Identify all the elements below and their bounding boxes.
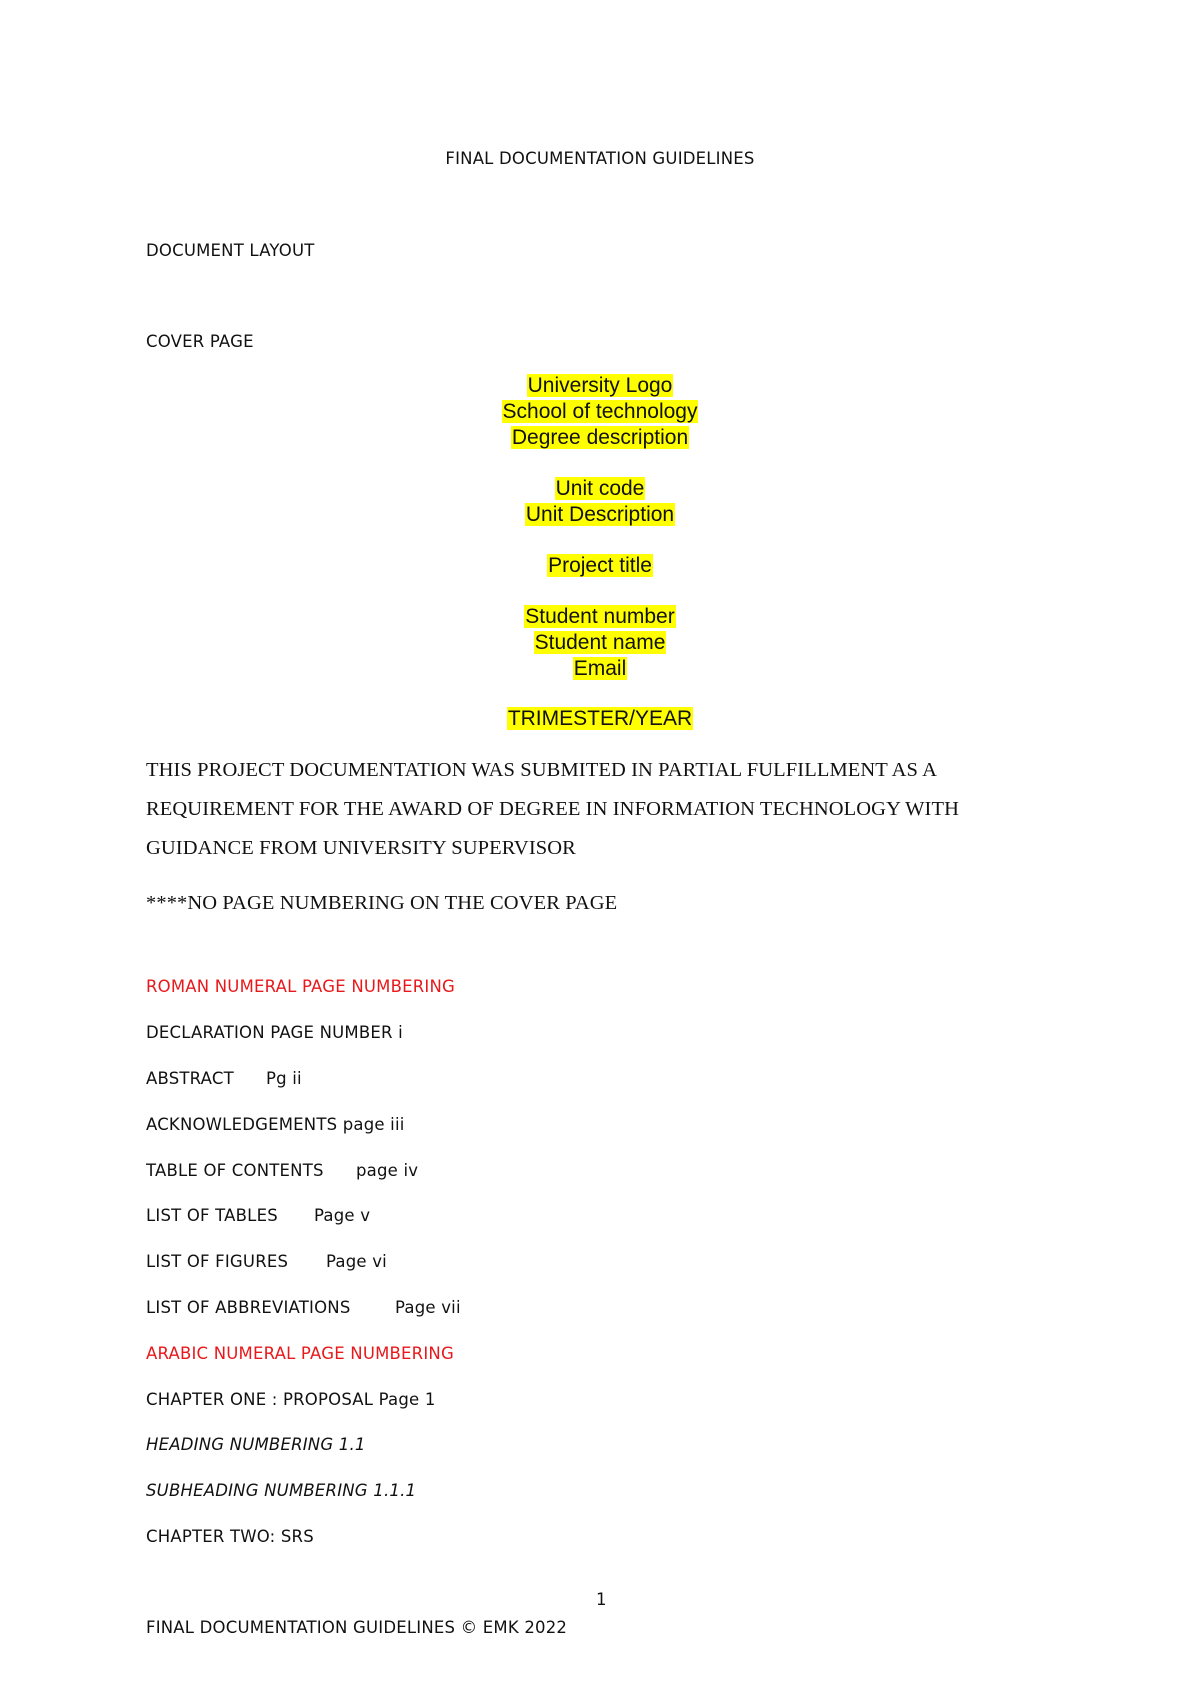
cover-numbering-note: ****NO PAGE NUMBERING ON THE COVER PAGE [146, 892, 618, 914]
roman-numbering-heading: ROMAN NUMERAL PAGE NUMBERING [146, 977, 455, 996]
arabic-numbering-heading: ARABIC NUMERAL PAGE NUMBERING [146, 1344, 454, 1363]
cover-project-title: Project title [548, 554, 652, 577]
roman-item-figures [146, 1252, 387, 1271]
cover-university-logo: University Logo [527, 374, 673, 397]
cover-page-heading: COVER PAGE [146, 332, 254, 351]
roman-item-page: Page v [314, 1206, 371, 1225]
cover-degree: Degree description [511, 426, 689, 449]
cover-school: School of technology [502, 400, 698, 423]
roman-item-label: LIST OF FIGURES [146, 1252, 289, 1271]
document-layout-heading: DOCUMENT LAYOUT [146, 241, 315, 260]
subheading-numbering-entry: SUBHEADING NUMBERING 1.1.1 [146, 1481, 417, 1500]
cover-group-unit [0, 476, 1200, 528]
roman-item-declaration [146, 1023, 403, 1042]
cover-student-name: Student name [534, 631, 666, 654]
roman-item-label: ACKNOWLEDGEMENTS page iii [146, 1115, 405, 1134]
roman-item-label: TABLE OF CONTENTS [146, 1161, 324, 1180]
cover-group-student [0, 604, 1200, 682]
roman-item-label: DECLARATION PAGE NUMBER i [146, 1023, 403, 1042]
cover-trimester-year: TRIMESTER/YEAR [507, 707, 693, 730]
roman-item-page: Page vi [326, 1252, 387, 1271]
statement-line-1: THIS PROJECT DOCUMENTATION WAS SUBMITED IN PARTIAL FULFILLMENT AS A [146, 759, 938, 781]
roman-item-abbreviations [146, 1298, 461, 1317]
roman-item-toc [146, 1161, 418, 1180]
page-number: 1 [596, 1590, 607, 1609]
chapter-two-entry: CHAPTER TWO: SRS [146, 1527, 314, 1546]
roman-item-tables [146, 1206, 370, 1225]
roman-item-abstract [146, 1069, 302, 1088]
roman-item-page: Page vii [395, 1298, 461, 1317]
roman-item-page: page iv [356, 1161, 419, 1180]
roman-item-label: LIST OF TABLES [146, 1206, 278, 1225]
cover-group-project [0, 553, 1200, 579]
cover-unit-description: Unit Description [525, 503, 675, 526]
heading-numbering-entry: HEADING NUMBERING 1.1 [146, 1435, 366, 1454]
cover-group-institution [0, 373, 1200, 451]
footer-text: FINAL DOCUMENTATION GUIDELINES © EMK 2022 [146, 1618, 568, 1637]
cover-unit-code: Unit code [555, 477, 645, 500]
cover-group-trimester [0, 706, 1200, 732]
document-title: FINAL DOCUMENTATION GUIDELINES [445, 149, 755, 168]
statement-line-2: REQUIREMENT FOR THE AWARD OF DEGREE IN INFORMATION TECHNOLOGY WITH [146, 798, 959, 820]
cover-student-number: Student number [525, 605, 675, 628]
cover-email: Email [573, 657, 627, 680]
roman-item-label: ABSTRACT [146, 1069, 234, 1088]
roman-item-label: LIST OF ABBREVIATIONS [146, 1298, 351, 1317]
chapter-one-entry: CHAPTER ONE : PROPOSAL Page 1 [146, 1390, 436, 1409]
roman-item-acknowledgements [146, 1115, 405, 1134]
statement-line-3: GUIDANCE FROM UNIVERSITY SUPERVISOR [146, 837, 576, 859]
roman-item-page: Pg ii [266, 1069, 302, 1088]
